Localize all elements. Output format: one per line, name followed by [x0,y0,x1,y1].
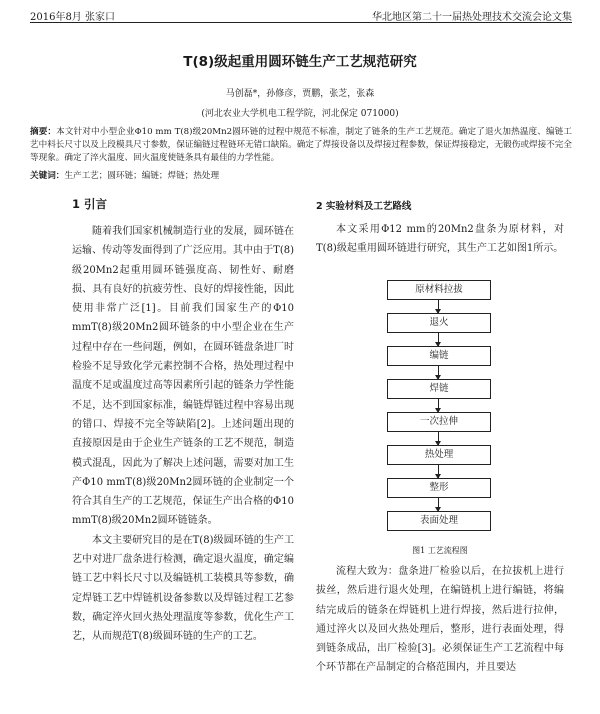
flow-arrow [438,300,439,313]
header-date-location: 2016年8月 张家口 [30,12,115,23]
flow-step-first-stretching: 一次拉伸 [387,412,491,432]
flow-step-raw-material-drawing: 原材料拉拔 [387,280,491,300]
paper-title: T(8)级起重用圆环链生产工艺规范研究 [183,54,417,70]
flow-arrow [438,498,439,511]
flow-arrow [438,366,439,379]
figure-caption: 图1 工艺流程图 [412,546,468,555]
abstract-text: 本文针对中小型企业Φ10 mm T(8)级20Mn2圆环链的过程中规范不标准，制定了链条的生产工艺规范。确定了退火加热温度、编链工艺中料长尺寸以及上段模具尺寸参数，保证编链过程链环无错口缺陷。确定了焊接设备以及焊接过程参数，保证焊接稳定，无锻伤或焊接不完全等现象。确定了淬火温度、回火温度使链条具有最佳的力学性能。 [30,127,572,163]
flow-step-shaping: 整形 [387,478,491,498]
flow-step-chain-weaving: 编链 [387,346,491,366]
paragraph: 本文主要研究目的是在T(8)级圆环链的生产工艺中对进厂盘条进行检测，确定退火温度，确定编链工艺中料长尺寸以及编链机工装模具等参数，确定焊链工艺中焊链机设备参数以及焊链过程工艺参数，确定淬火回火热处理温度等参数，优化生产工艺，从而规范T(8)级圆环链的生产的工艺。 [72,534,294,643]
author-list: 马创磊*，孙修彦，贾鹏，张芝，张森 [225,89,375,99]
section-heading-introduction: 1 引言 [72,197,108,211]
paragraph: 流程大致为：盘条进厂检验以后，在拉拔机上进行拔丝，然后进行退火处理，在编链机上进行编链，将编结完成后的链条在焊链机上进行焊接，然后进行拉伸，通过淬火以及回火热处理后，整形，进行表面处理，得到链条成品，出厂检验[3]。必须保证生产工艺流程中每个环节都在产品制定的合格范围内，并且要达 [316,566,564,674]
materials-intro [316,220,564,259]
flow-arrow [438,399,439,412]
abstract [30,126,572,165]
flow-step-chain-welding: 焊链 [387,379,491,399]
affiliation: (河北农业大学机电工程学院，河北保定 071000) [201,109,399,119]
flow-step-surface-treatment: 表面处理 [387,511,491,531]
keywords [30,170,572,183]
paragraph: 随着我们国家机械制造行业的发展，圆环链在运输、传动等发面得到了广泛应用。其中由于T(8)级20Mn2起重用圆环链强度高、韧性好、耐磨损、具有良好的抗疲劳性、良好的焊接性能，因此使用非常广泛[1]。目前我们国家生产的Φ10 mmT(8)级20Mn2圆环链条的中小型企业在生产过程中存在一些问题，例如，在圆环链盘条进厂时检验不足导致化学元素控制不合格，热处理过程中温度不足或温度过高等因素所引起的链条力学性能不足，达不到国家标准，编链焊链过程中容易出现的错口、焊接不完全等缺陷[2]。上述问题出现的直接原因是由于企业生产链条的工艺不规范，制造模式混乱，因此为了解决上述问题，需要对加工生产Φ10 mmT(8)级20Mn2圆环链的企业制定一个符合其自生产的工艺规范，保证生产出合格的Φ10 mmT(8)级20Mn2圆环链链条。 [72,226,294,527]
introduction-body [72,222,294,647]
flow-arrow [438,465,439,478]
section-heading-materials: 2 实验材料及工艺路线 [316,201,412,212]
header-divider [30,22,572,23]
abstract-label: 摘要： [30,127,57,137]
keywords-label: 关键词： [30,171,65,181]
flow-arrow [438,333,439,346]
paragraph: 本文采用Φ12 mm的20Mn2盘条为原材料，对T(8)级起重用圆环链进行研究，其生产工艺如图1所示。 [316,224,564,255]
flow-arrow [438,432,439,445]
process-description [316,562,564,678]
keywords-text: 生产工艺；圆环链；编链；焊链；热处理 [64,171,220,181]
flow-step-annealing: 退火 [387,313,491,333]
flow-step-heat-treatment: 热处理 [387,445,491,465]
header-proceedings-title: 华北地区第二十一届热处理技术交流会论文集 [372,12,572,23]
